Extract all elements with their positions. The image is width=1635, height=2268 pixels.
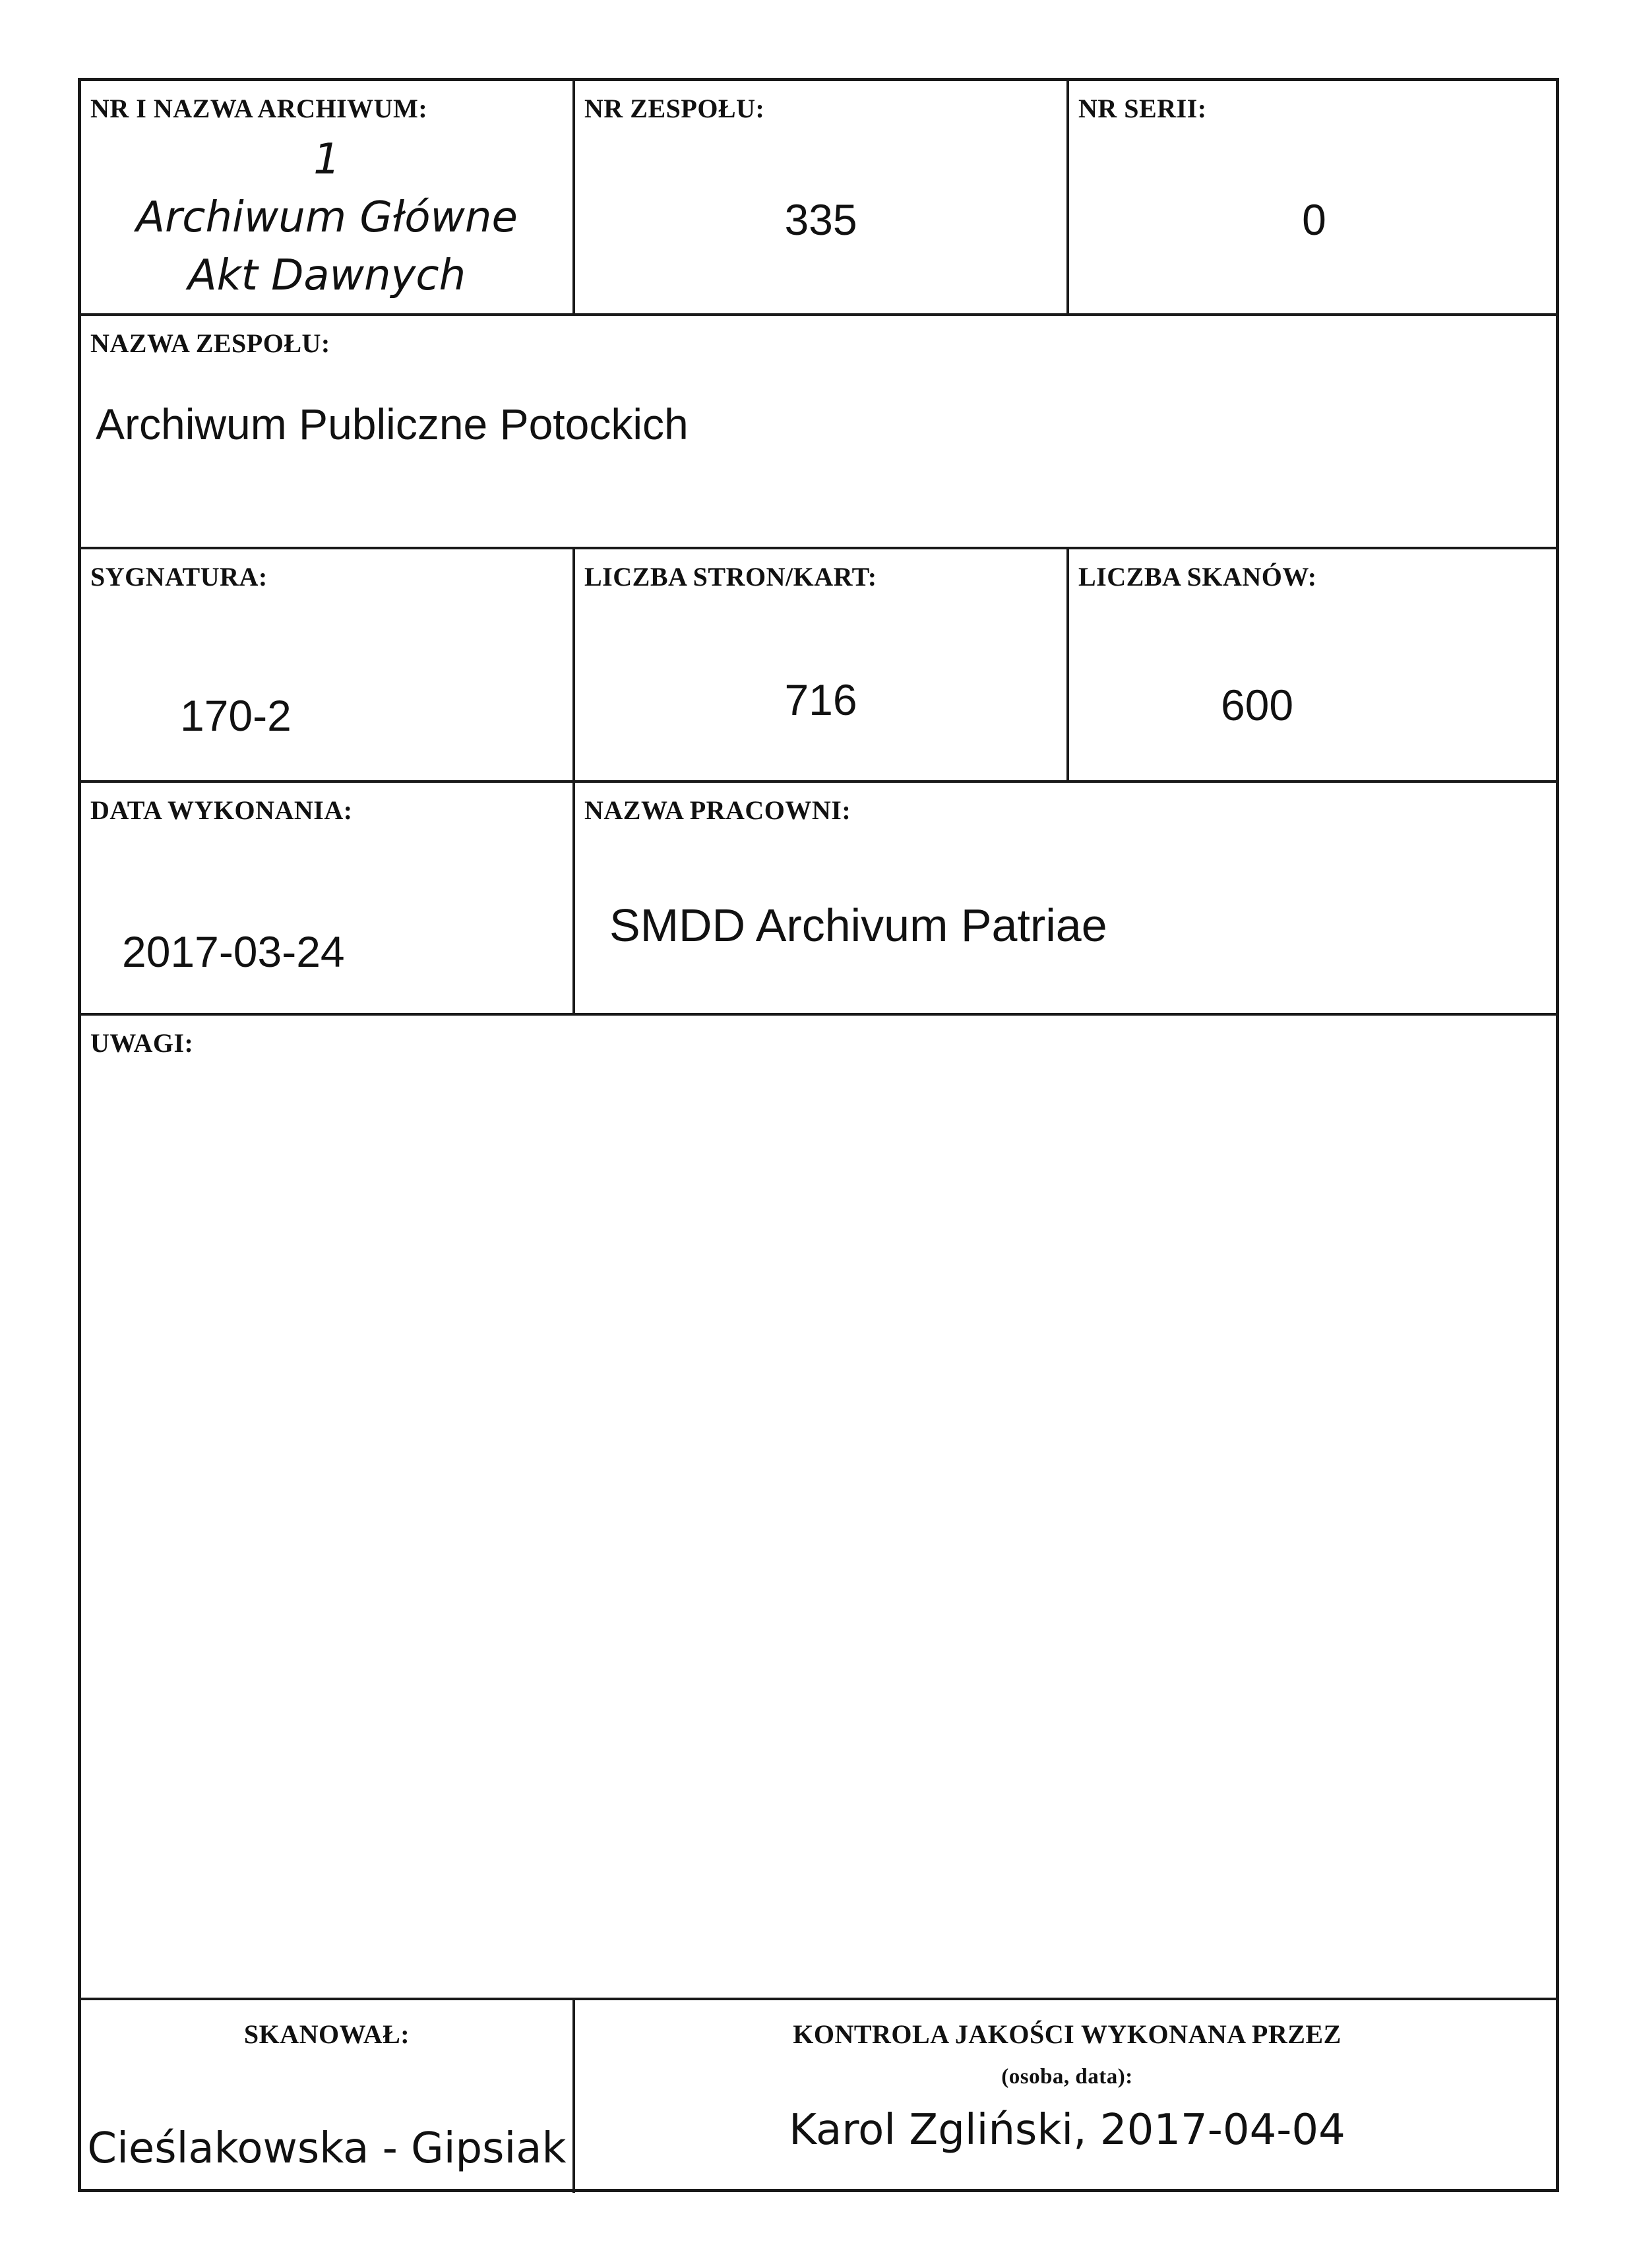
quality-control-value: Karol Zgliński, 2017-04-04 bbox=[789, 2106, 1345, 2155]
signature-value: 170-2 bbox=[180, 691, 292, 740]
fonds-name: Archiwum Publiczne Potockich bbox=[96, 400, 689, 448]
pages-label: LICZBA STRON/KART: bbox=[584, 562, 877, 592]
scanned-by-label: SKANOWAŁ: bbox=[243, 2019, 410, 2049]
notes-cell bbox=[81, 1016, 1558, 1998]
quality-control-sublabel: (osoba, data): bbox=[1001, 2065, 1133, 2089]
date-label: DATA WYKONANIA: bbox=[90, 795, 353, 825]
date-value: 2017-03-24 bbox=[122, 927, 345, 976]
metadata-form bbox=[78, 78, 1559, 2192]
pages-value: 716 bbox=[784, 675, 857, 724]
series-number-cell bbox=[1069, 81, 1559, 313]
quality-control-cell bbox=[575, 2000, 1559, 2193]
fonds-name-label: NAZWA ZESPOŁU: bbox=[90, 328, 330, 358]
fonds-number: 335 bbox=[784, 195, 857, 244]
series-number: 0 bbox=[1302, 195, 1326, 244]
fonds-number-cell bbox=[575, 81, 1066, 313]
date-cell bbox=[81, 783, 572, 1013]
studio-label: NAZWA PRACOWNI: bbox=[584, 795, 851, 825]
fonds-name-cell bbox=[81, 316, 1558, 547]
notes-label: UWAGI: bbox=[90, 1028, 194, 1058]
archive-cell bbox=[81, 81, 572, 313]
signature-cell bbox=[81, 549, 572, 780]
scanned-by-cell bbox=[81, 2000, 572, 2193]
scans-cell bbox=[1069, 549, 1559, 780]
scans-value: 600 bbox=[1220, 681, 1294, 729]
archive-label: NR I NAZWA ARCHIWUM: bbox=[90, 94, 428, 123]
fonds-number-label: NR ZESPOŁU: bbox=[584, 94, 765, 123]
studio-cell bbox=[575, 783, 1559, 1013]
quality-control-label: KONTROLA JAKOŚCI WYKONANA PRZEZ bbox=[793, 2019, 1342, 2049]
series-number-label: NR SERII: bbox=[1078, 94, 1207, 123]
scans-label: LICZBA SKANÓW: bbox=[1078, 562, 1317, 592]
studio-value: SMDD Archivum Patriae bbox=[609, 900, 1107, 951]
archive-name-line2: Akt Dawnych bbox=[187, 251, 466, 300]
archive-number: 1 bbox=[313, 135, 340, 184]
pages-cell bbox=[575, 549, 1066, 780]
archive-name-line1: Archiwum Główne bbox=[136, 193, 518, 242]
scanned-by-value: Cieślakowska - Gipsiak bbox=[87, 2124, 567, 2173]
signature-label: SYGNATURA: bbox=[90, 562, 268, 592]
